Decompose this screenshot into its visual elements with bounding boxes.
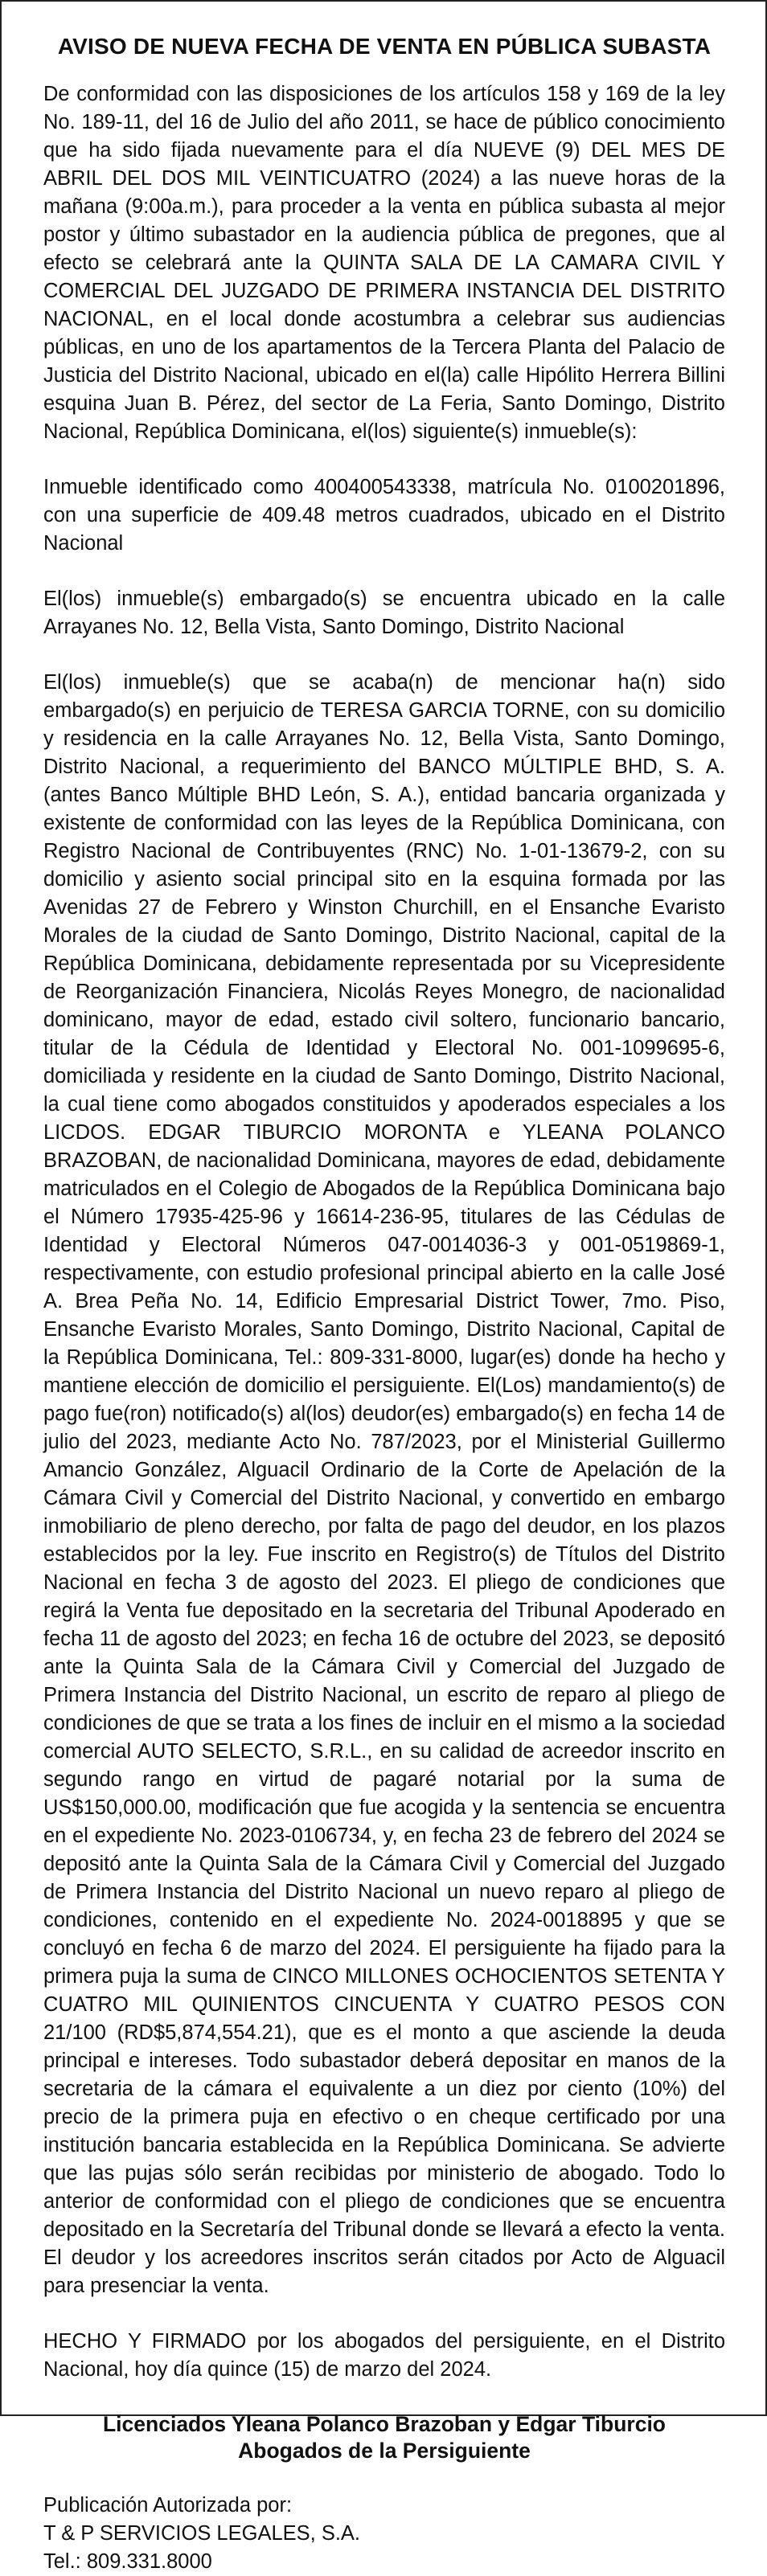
- paragraph-property-id: Inmueble identificado como 400400543338, matrícula No. 0100201896, con una superficie de 409.48 metros cuadrados, ubicado en el Distrito Nacional: [43, 476, 725, 555]
- paragraph-signed: HECHO Y FIRMADO por los abogados del persiguiente, en el Distrito Nacional, hoy día quince (15) de marzo del 2024.: [43, 2330, 725, 2381]
- notice-title: AVISO DE NUEVA FECHA DE VENTA EN PÚBLICA SUBASTA: [57, 34, 712, 59]
- signature-block: [43, 2411, 725, 2464]
- publication-company: T & P SERVICIOS LEGALES, S.A.: [43, 2522, 361, 2545]
- signature-names: Licenciados Yleana Polanco Brazoban y Edgar Tiburcio: [103, 2412, 666, 2436]
- paragraph-auction-date: De conformidad con las disposiciones de los artículos 158 y 169 de la ley No. 189-11, del 16 de Julio del año 2011, se hace de público conocimiento que ha sido fijada nuevamente para el día NUEVE (9) DEL MES DE ABRIL DEL DOS MIL VEINTICUATRO (2024) a las nueve horas de la mañana (9:00a.m.), para proceder a la venta en pública subasta al mejor postor y último subastador en la audiencia pública de pregones, que al efecto se celebrará ante la QUINTA SALA DE LA CAMARA CIVIL Y COMERCIAL DEL JUZGADO DE PRIMERA INSTANCIA DEL DISTRITO NACIONAL, en el local donde acostumbra a celebrar sus audiencias públicas, en uno de los apartamentos de la Tercera Planta del Palacio de Justicia del Distrito Nacional, ubicado en el(la) calle Hipólito Herrera Billini esquina Juan B. Pérez, del sector de La Feria, Santo Domingo, Distrito Nacional, República Dominicana, el(los) siguiente(s) inmueble(s):: [43, 83, 725, 443]
- signature-role: Abogados de la Persiguiente: [238, 2439, 531, 2463]
- publication-authorized: Publicación Autorizada por:: [43, 2494, 293, 2517]
- publication-block: [43, 2492, 725, 2576]
- publication-phone: Tel.: 809.331.8000: [43, 2550, 212, 2573]
- paragraph-property-location: El(los) inmueble(s) embargado(s) se encuentra ubicado en la calle Arrayanes No. 12, Bella Vista, Santo Domingo, Distrito Nacional: [43, 588, 725, 638]
- paragraph-seizure-details: El(los) inmueble(s) que se acaba(n) de mencionar ha(n) sido embargado(s) en perjuicio de TERESA GARCIA TORNE, con su domicilio y residencia en la calle Arrayanes No. 12, Bella Vista, Santo Domingo, Distrito Nacional, a requerimiento del BANCO MÚLTIPLE BHD, S. A. (antes Banco Múltiple BHD León, S. A.), entidad bancaria organizada y existente de conformidad con las leyes de la República Dominicana, con Registro Nacional de Contribuyentes (RNC) No. 1-01-13679-2, con su domicilio y asiento social principal sito en la esquina formada por las Avenidas 27 de Febrero y Winston Churchill, en el Ensanche Evaristo Morales de la ciudad de Santo Domingo, Distrito Nacional, capital de la República Dominicana, debidamente representada por su Vicepresidente de Reorganización Financiera, Nicolás Reyes Monegro, de nacionalidad dominicano, mayor de edad, estado civil soltero, funcionario bancario, titular de la Cédula de Identidad y Electoral No. 001-1099695-6, domiciliada y residente en la ciudad de Santo Domingo, Distrito Nacional, la cual tiene como abogados constituidos y apoderados especiales a los LICDOS. EDGAR TIBURCIO MORONTA e YLEANA POLANCO BRAZOBAN, de nacionalidad Dominicana, mayores de edad, debidamente matriculados en el Colegio de Abogados de la República Dominicana bajo el Número 17935-425-96 y 16614-236-95, titulares de las Cédulas de Identidad y Electoral Números 047-0014036-3 y 001-0519869-1, respectivamente, con estudio profesional principal abierto en la calle José A. Brea Peña No. 14, Edificio Empresarial District Tower, 7mo. Piso, Ensanche Evaristo Morales, Santo Domingo, Distrito Nacional, Capital de la República Dominicana, Tel.: 809-331-8000, lugar(es) donde ha hecho y mantiene elección de domicilio el persiguiente. El(Los) mandamiento(s) de pago fue(ron) notificado(s) al(los) deudor(es) embargado(s) en fecha 14 de julio del 2023, mediante Acto No. 787/2023, por el Ministerial Guillermo Amancio González, Alguacil Ordinario de la Corte de Apelación de la Cámara Civil y Comercial del Distrito Nacional, y convertido en embargo inmobiliario de pleno derecho, por falta de pago del deudor, en los plazos establecidos por la ley. Fue inscrito en Registro(s) de Títulos del Distrito Nacional en fecha 3 de agosto del 2023. El pliego de condiciones que regirá la Venta fue depositado en la secretaria del Tribunal Apoderado en fecha 11 de agosto del 2023; en fecha 16 de octubre del 2023, se depositó ante la Quinta Sala de la Cámara Civil y Comercial del Juzgado de Primera Instancia del Distrito Nacional, un escrito de reparo al pliego de condiciones de que se trata a los fines de incluir en el mismo a la sociedad comercial AUTO SELECTO, S.R.L., en su calidad de acreedor inscrito en segundo rango en virtud de pagaré notarial por la suma de US$150,000.00, modificación que fue acogida y la sentencia se encuentra en el expediente No. 2023-0106734, y, en fecha 23 de febrero del 2024 se depositó ante la Quinta Sala de la Cámara Civil y Comercial del Juzgado de Primera Instancia del Distrito Nacional un nuevo reparo al pliego de condiciones, contenido en el expediente No. 2024-0018895 y que se concluyó en fecha 6 de marzo del 2024. El persiguiente ha fijado para la primera puja la suma de CINCO MILLONES OCHOCIENTOS SETENTA Y CUATRO MIL QUINIENTOS CINCUENTA Y CUATRO PESOS CON 21/100 (RD$5,874,554.21), que es el monto a que asciende la deuda principal e intereses. Todo subastador deberá depositar en manos de la secretaria de la cámara el equivalente a un diez por ciento (10%) del precio de la primera puja en efectivo o en cheque certificado por una institución bancaria establecida en la República Dominicana. Se advierte que las pujas sólo serán recibidas por ministerio de abogado. Todo lo anterior de conformidad con el pliego de condiciones que se encuentra depositado en la Secretaría del Tribunal donde se llevará a efecto la venta. El deudor y los acreedores inscritos serán citados por Acto de Alguacil para presenciar la venta.: [43, 671, 725, 2297]
